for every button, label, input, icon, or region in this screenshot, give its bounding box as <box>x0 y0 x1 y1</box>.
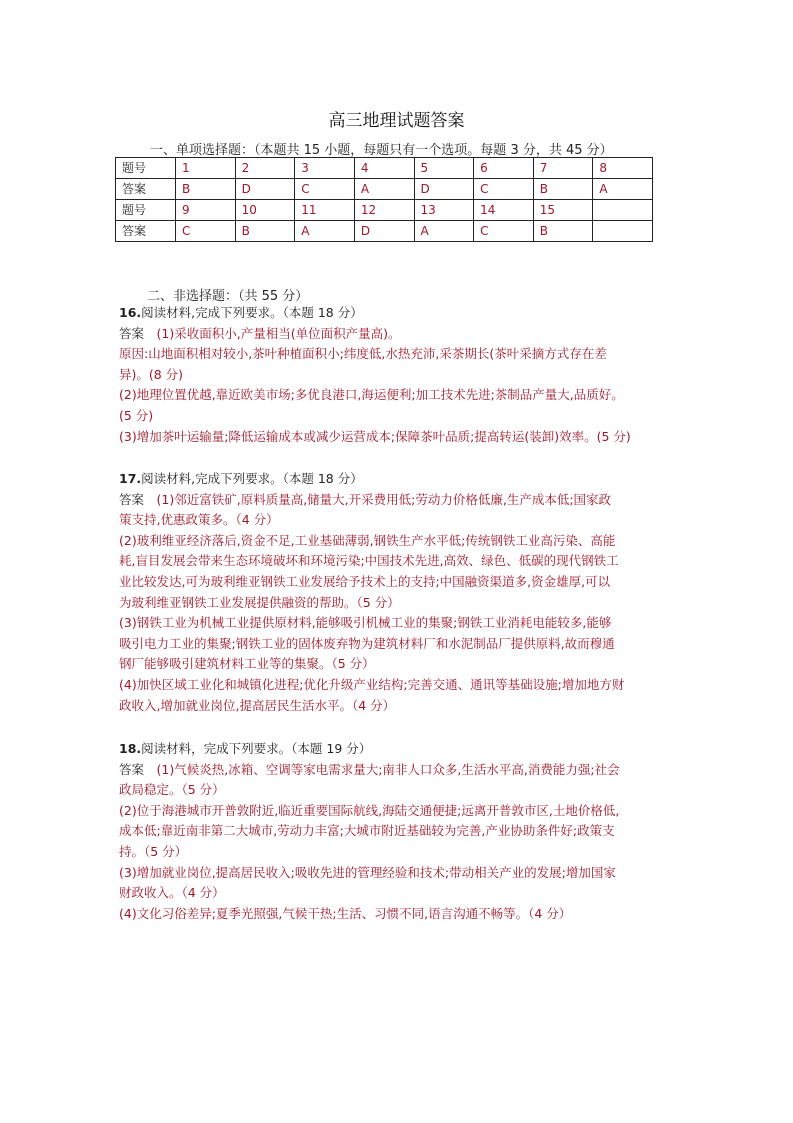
question-16-block <box>119 303 684 447</box>
question-number-label: 18. <box>119 741 142 756</box>
answer-cell: C <box>295 179 355 200</box>
answer-line: (3)增加就业岗位,提高居民收入;吸收先进的管理经验和技术;带动相关产业的发展;增加国家 <box>119 864 616 880</box>
question-number: 4 <box>354 158 414 179</box>
answer-cell: C <box>474 179 534 200</box>
answer-line: 成本低;靠近南非第二大城市,劳动力丰富;大城市附近基础较为完善,产业协助条件好;政策支 <box>119 823 615 839</box>
answer-line: (2)玻利维亚经济落后,资金不足,工业基础薄弱,钢铁生产水平低;传统钢铁工业高污染、高能 <box>119 532 616 548</box>
answer-cell: B <box>533 179 593 200</box>
table-row <box>116 158 653 179</box>
answer-line: (3)增加茶叶运输量;降低运输成本或减少运营成本;保障茶叶品质;提高转运(装卸)效率。(5 分) <box>119 428 631 444</box>
question-prompt: 阅读材料,完成下列要求。（本题 18 分） <box>141 471 363 486</box>
answer-label: 答案 <box>119 761 145 777</box>
answer-cell: A <box>414 221 474 242</box>
answer-cell: C <box>176 221 236 242</box>
question-number: 8 <box>593 158 653 179</box>
answer-line: 答案 (1)邻近富铁矿,原料质量高,储量大,开采费用低;劳动力价格低廉,生产成本低;国家政 <box>119 491 612 507</box>
question-number-label: 17. <box>119 471 142 486</box>
answer-line: 财政收入。（4 分） <box>119 885 225 901</box>
question-prompt: 阅读材料，完成下列要求。（本题 19 分） <box>141 741 372 756</box>
table-row <box>116 179 653 200</box>
question-number: 1 <box>176 158 236 179</box>
question-number-label: 16. <box>119 305 142 320</box>
answer-cell: B <box>176 179 236 200</box>
answer-cell: D <box>235 179 295 200</box>
answer-cell: A <box>354 179 414 200</box>
table-row <box>116 221 653 242</box>
answer-line: 答案 (1)采收面积小,产量相当(单位面积产量高)。 <box>119 325 401 341</box>
answer-cell: B <box>235 221 295 242</box>
question-number: 3 <box>295 158 355 179</box>
question-title <box>119 303 684 324</box>
row-label: 题号 <box>116 158 176 179</box>
answer-line: 异)。(8 分) <box>119 366 184 382</box>
answer-line: 持。（5 分） <box>119 843 188 859</box>
answer-line: (4)文化习俗差异;夏季光照强,气候干热;生活、习惯不同,语言沟通不畅等。（4 分） <box>119 905 572 921</box>
question-number: 2 <box>235 158 295 179</box>
question-number: 14 <box>474 200 534 221</box>
answer-line: (2)地理位置优越,靠近欧美市场;多优良港口,海运便利;加工技术先进;茶制品产量大,品质好。 <box>119 387 624 403</box>
question-number: 6 <box>474 158 534 179</box>
answer-line: (4)加快区域工业化和城镇化进程;优化升级产业结构;完善交通、通讯等基础设施;增加地方财 <box>119 676 625 692</box>
row-label: 答案 <box>116 179 176 200</box>
section2-heading: 二、非选择题：（共 55 分） <box>147 289 309 304</box>
question-17-block <box>119 469 684 716</box>
answer-line: 耗,盲目发展会带来生态环境破坏和环境污染;中国技术先进,高效、绿色、低碳的现代钢铁工 <box>119 553 619 569</box>
answer-line: 策支持,优惠政策多。（4 分） <box>119 512 279 528</box>
answer-line: 答案 (1)气候炎热,冰箱、空调等家电需求量大;南非人口众多,生活水平高,消费能力强;社会 <box>119 761 620 777</box>
row-label: 题号 <box>116 200 176 221</box>
question-title <box>119 469 684 490</box>
question-number: 15 <box>533 200 593 221</box>
answer-line: 为玻利维亚钢铁工业发展提供融资的帮助。（5 分） <box>119 594 400 610</box>
answer-line: (3)钢铁工业为机械工业提供原材料,能够吸引机械工业的集聚;钢铁工业消耗电能较多,能够 <box>119 615 612 631</box>
answer-line: 原因:山地面积相对较小,茶叶种植面积小;纬度低,水热充沛,采茶期长(茶叶采摘方式存在差 <box>119 346 607 362</box>
page-title: 高三地理试题答案 <box>328 111 465 131</box>
question-number: 5 <box>414 158 474 179</box>
question-number: 11 <box>295 200 355 221</box>
answer-label: 答案 <box>119 491 145 507</box>
question-number: 13 <box>414 200 474 221</box>
question-number <box>593 200 653 221</box>
question-prompt: 阅读材料,完成下列要求。（本题 18 分） <box>141 305 363 320</box>
answer-cell: B <box>533 221 593 242</box>
answer-line: (2)位于海港城市开普敦附近,临近重要国际航线,海陆交通便捷;远离开普敦市区,土地价格低, <box>119 802 620 818</box>
answer-cell: A <box>295 221 355 242</box>
answer-cell: D <box>354 221 414 242</box>
question-number: 7 <box>533 158 593 179</box>
question-title <box>119 739 684 760</box>
row-label: 答案 <box>116 221 176 242</box>
question-number: 12 <box>354 200 414 221</box>
answer-line: 政收入,增加就业岗位,提高居民生活水平。（4 分） <box>119 697 396 713</box>
table-row <box>116 200 653 221</box>
answer-cell: A <box>593 179 653 200</box>
answer-cell <box>593 221 653 242</box>
question-number: 10 <box>235 200 295 221</box>
answer-cell: D <box>414 179 474 200</box>
answer-line: (5 分) <box>119 407 154 423</box>
question-number: 9 <box>176 200 236 221</box>
answer-cell: C <box>474 221 534 242</box>
answer-line: 业比较发达,可为玻利维亚钢铁工业发展给予技术上的支持;中国融资渠道多,资金雄厚,可以 <box>119 573 611 589</box>
answer-label: 答案 <box>119 325 145 341</box>
answer-table <box>115 157 653 242</box>
section1-heading: 一、单项选择题：（本题共 15 小题，每题只有一个选项。每题 3 分，共 45 分） <box>150 143 613 158</box>
question-18-block <box>119 739 684 924</box>
answer-line: 钢厂能够吸引建筑材料工业等的集聚。（5 分） <box>119 656 375 672</box>
answer-line: 政局稳定。（5 分） <box>119 782 225 798</box>
answer-line: 吸引电力工业的集聚;钢铁工业的固体废弃物为建筑材料厂和水泥制品厂提供原料,故而穆通 <box>119 635 615 651</box>
